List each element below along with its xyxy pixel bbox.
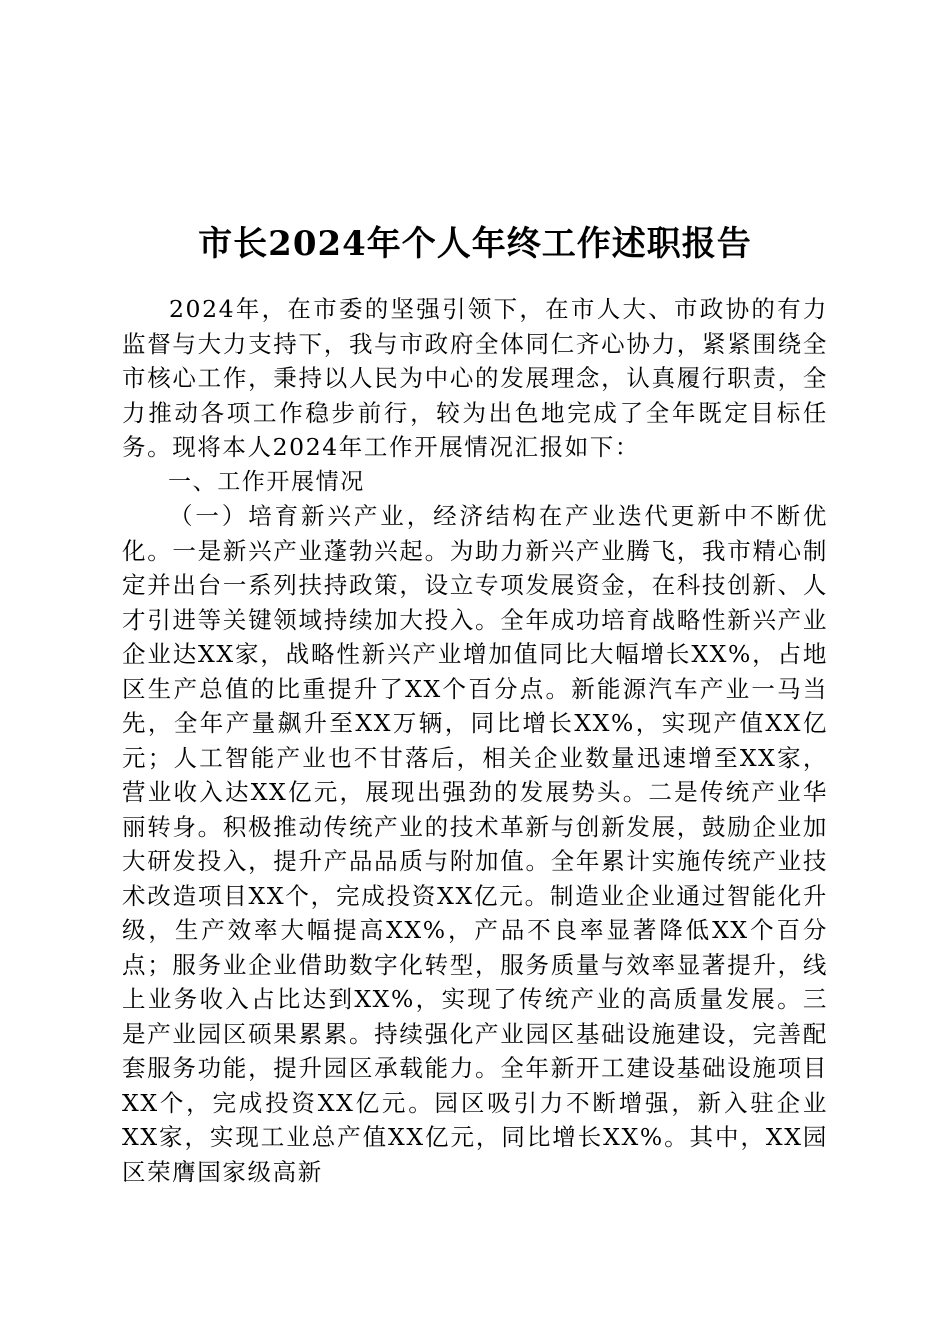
document-title: 市长2024年个人年终工作述职报告: [198, 223, 752, 264]
document-body: [122, 292, 828, 1189]
body-paragraph: （一）培育新兴产业，经济结构在产业迭代更新中不断优化。一是新兴产业蓬勃兴起。为助力新兴产业腾飞，我市精心制定并出台一系列扶持政策，设立专项发展资金，在科技创新、人才引进等关键领域持续加大投入。全年成功培育战略性新兴产业企业达XX家，战略性新兴产业增加值同比大幅增长XX%，占地区生产总值的比重提升了XX个百分点。新能源汽车产业一马当先，全年产量飙升至XX万辆，同比增长XX%，实现产值XX亿元；人工智能产业也不甘落后，相关企业数量迅速增至XX家，营业收入达XX亿元，展现出强劲的发展势头。二是传统产业华丽转身。积极推动传统产业的技术革新与创新发展，鼓励企业加大研发投入，提升产品品质与附加值。全年累计实施传统产业技术改造项目XX个，完成投资XX亿元。制造业企业通过智能化升级，生产效率大幅提高XX%，产品不良率显著降低XX个百分点；服务业企业借助数字化转型，服务质量与效率显著提升，线上业务收入占比达到XX%，实现了传统产业的高质量发展。三是产业园区硕果累累。持续强化产业园区基础设施建设，完善配套服务功能，提升园区承载能力。全年新开工建设基础设施项目XX个，完成投资XX亿元。园区吸引力不断增强，新入驻企业XX家，实现工业总产值XX亿元，同比增长XX%。其中，XX园区荣膺国家级高新: [122, 502, 828, 1186]
section-heading: 一、工作开展情况: [168, 468, 365, 495]
intro-paragraph: 2024年，在市委的坚强引领下，在市人大、市政协的有力监督与大力支持下，我与市政府全体同仁齐心协力，紧紧围绕全市核心工作，秉持以人民为中心的发展理念，认真履行职责，全力推动各项工作稳步前行，较为出色地完成了全年既定目标任务。现将本人2024年工作开展情况汇报如下：: [122, 295, 828, 461]
